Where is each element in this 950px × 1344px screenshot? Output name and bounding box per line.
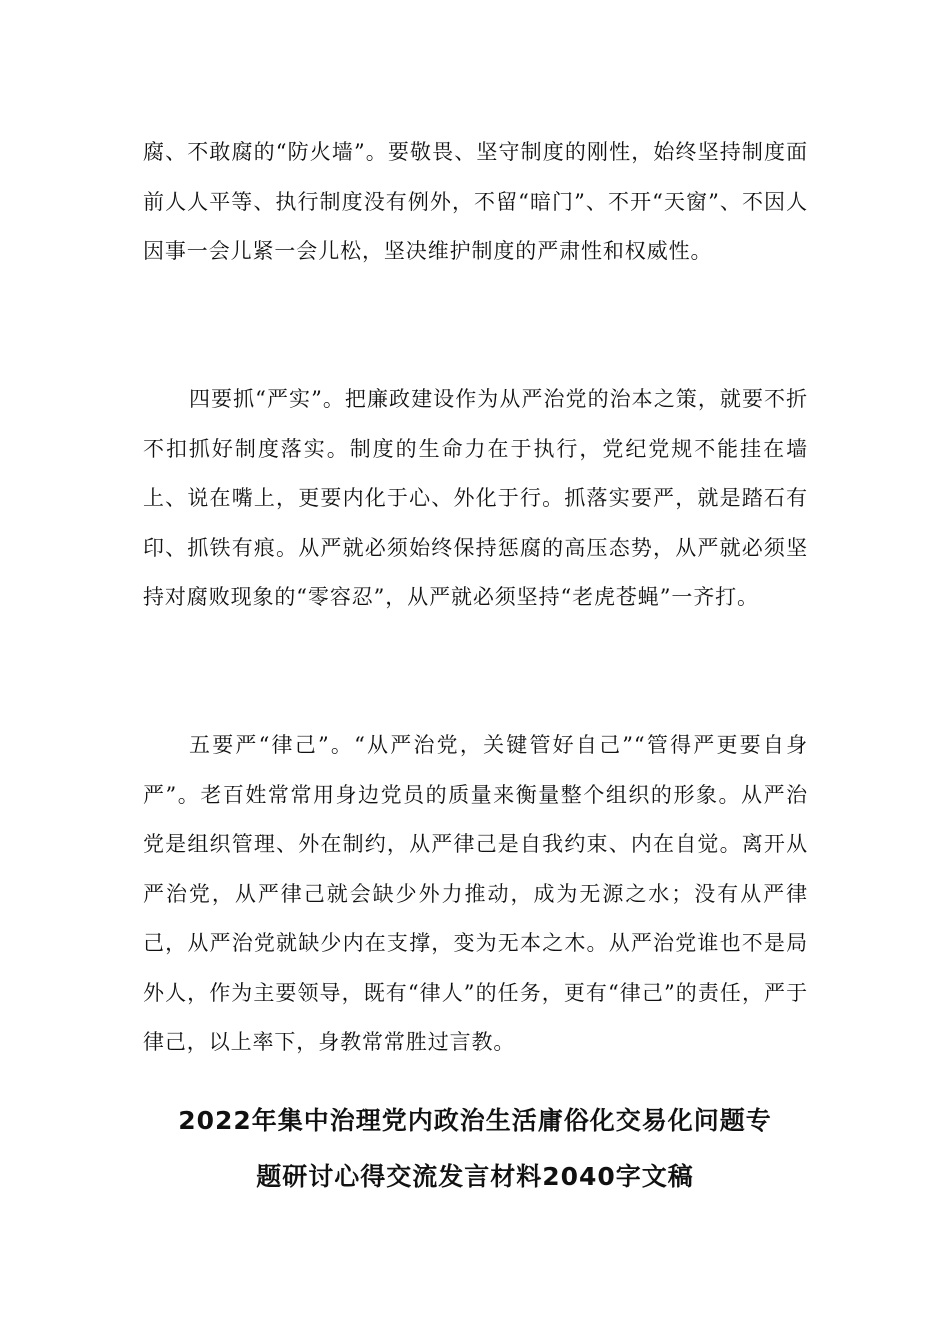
document-title-line-1: 2022年集中治理党内政治生活庸俗化交易化问题专 — [178, 1106, 772, 1135]
body-paragraph-point-five: 五要严“律己”。“从严治党，关键管好自己”“管得严更要自身严”。老百姓常常用身边党员的质量来衡量整个组织的形象。从严治党是组织管理、外在制约，从严律己是自我约束、内在自觉。离开从严治党，从严律己就会缺少外力推动，成为无源之水；没有从严律己，从严治党就缺少内在支撑，变为无本之木。从严治党谁也不是局外人，作为主要领导，既有“律人”的任务，更有“律己”的责任，严于律己，以上率下，身教常常胜过言教。 — [143, 733, 808, 1054]
body-paragraph-continuation: 腐、不敢腐的“防火墙”。要敬畏、坚守制度的刚性，始终坚持制度面前人人平等、执行制度没有例外，不留“暗门”、不开“天窗”、不因人因事一会儿紧一会儿松，坚决维护制度的严肃性和权威性。 — [143, 140, 808, 263]
body-paragraph-point-four: 四要抓“严实”。把廉政建设作为从严治党的治本之策，就要不折不扣抓好制度落实。制度的生命力在于执行，党纪党规不能挂在墙上、说在嘴上，更要内化于心、外化于行。抓落实要严，就是踏石有印、抓铁有痕。从严就必须始终保持惩腐的高压态势，从严就必须坚持对腐败现象的“零容忍”，从严就必须坚持“老虎苍蝇”一齐打。 — [143, 387, 808, 609]
document-title — [120, 1093, 830, 1205]
document-title-line-2: 题研讨心得交流发言材料2040字文稿 — [256, 1162, 694, 1191]
